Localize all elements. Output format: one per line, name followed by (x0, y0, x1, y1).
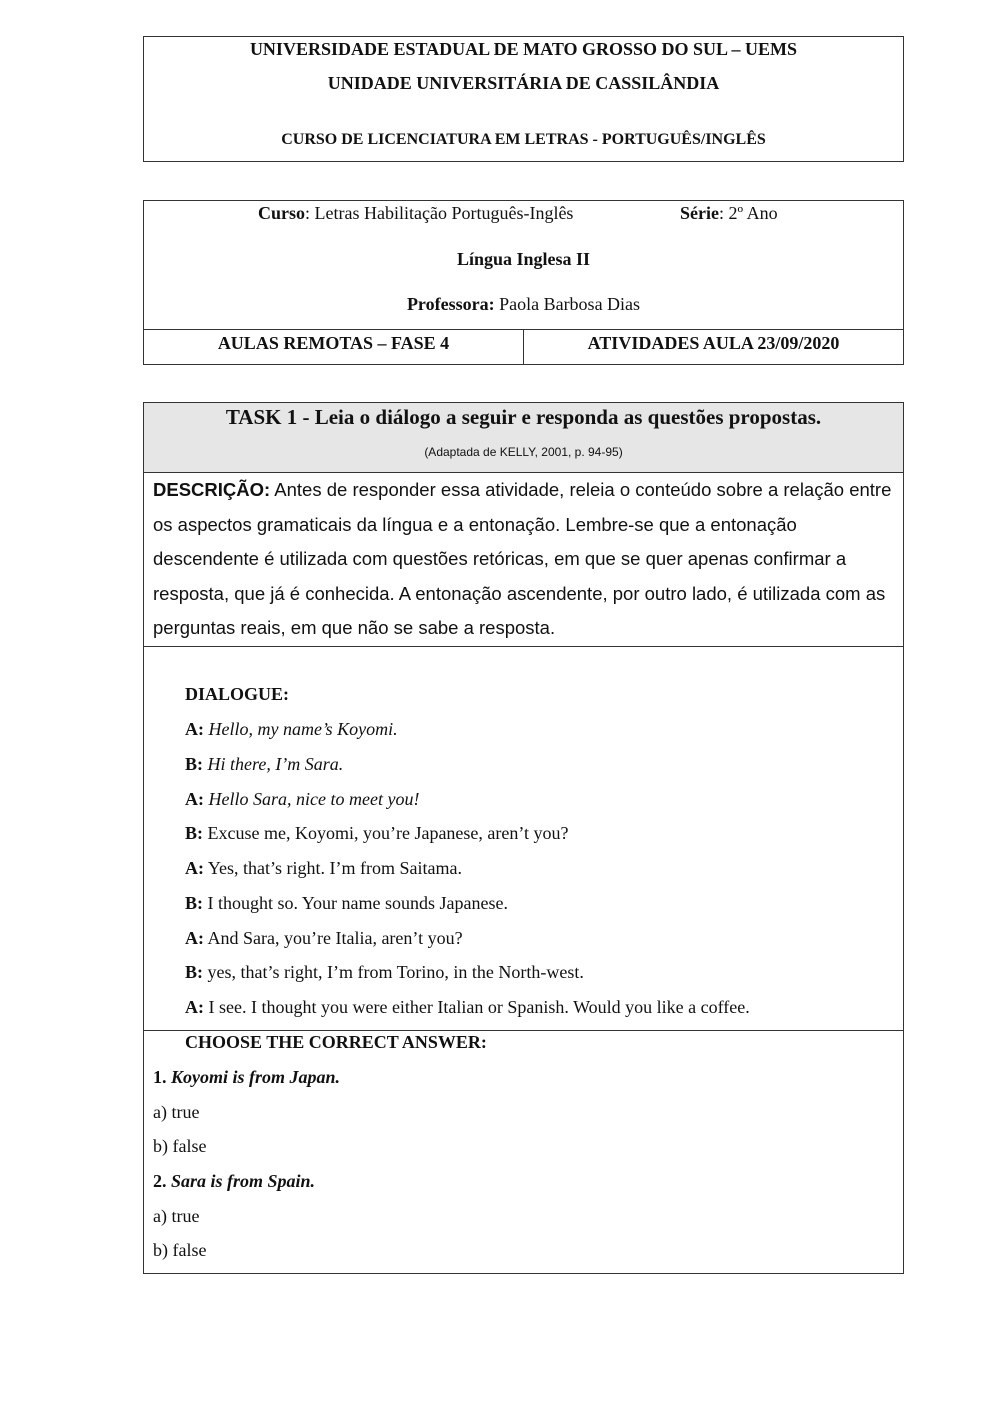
dialogue-text: yes, that’s right, I’m from Torino, in the North-west. (203, 962, 584, 982)
curso-label: Curso (258, 203, 306, 223)
course-info-table (143, 200, 904, 365)
question-2 (153, 1171, 315, 1192)
speaker-label: A: (185, 789, 204, 809)
dialogue-text: Excuse me, Koyomi, you’re Japanese, aren’t you? (203, 823, 569, 843)
activities-date-cell: ATIVIDADES AULA 23/09/2020 (587, 333, 840, 353)
speaker-label: B: (185, 962, 203, 982)
dialogue-line (185, 719, 398, 740)
speaker-label: A: (185, 928, 204, 948)
subject-name: Língua Inglesa II (456, 249, 591, 269)
dialogue-line (185, 754, 343, 775)
professor-field (144, 294, 903, 315)
speaker-label: A: (185, 719, 204, 739)
speaker-label: B: (185, 823, 203, 843)
dialogue-heading: DIALOGUE: (185, 684, 290, 704)
dialogue-line (185, 823, 569, 844)
question-number: 2. (153, 1171, 167, 1191)
dialogue-text: I thought so. Your name sounds Japanese. (203, 893, 508, 913)
speaker-label: B: (185, 754, 203, 774)
dialogue-text: Hello Sara, nice to meet you! (204, 789, 420, 809)
dialogue-text: Hi there, I’m Sara. (203, 754, 344, 774)
serie-value: : 2º Ano (718, 203, 778, 223)
speaker-label: A: (185, 997, 204, 1017)
dialogue-text: And Sara, you’re Italia, aren’t you? (204, 928, 463, 948)
questions-section (144, 1031, 903, 1274)
unit-name: UNIDADE UNIVERSITÁRIA DE CASSILÂNDIA (327, 73, 720, 93)
task-1-box (143, 402, 904, 1274)
dialogue-line (185, 928, 463, 949)
professor-label: Professora: (406, 294, 495, 314)
task-title-bar (144, 403, 903, 473)
question-number: 1. (153, 1067, 167, 1087)
question-text: Koyomi is from Japan. (166, 1067, 341, 1087)
dialogue-line (185, 962, 584, 983)
task-title: TASK 1 - Leia o diálogo a seguir e responda as questões propostas. (225, 405, 822, 429)
phase-cell: AULAS REMOTAS – FASE 4 (144, 330, 524, 365)
curso-value: : Letras Habilitação Português-Inglês (305, 203, 574, 223)
dialogue-text: I see. I thought you were either Italian or Spanish. Would you like a coffee. (204, 997, 750, 1017)
dialogue-line (185, 893, 508, 914)
questions-heading: CHOOSE THE CORRECT ANSWER: (185, 1032, 487, 1052)
professor-name: Paola Barbosa Dias (494, 294, 641, 314)
dialogue-line (185, 997, 750, 1018)
university-name: UNIVERSIDADE ESTADUAL DE MATO GROSSO DO SUL – UEMS (249, 39, 798, 59)
description-label: DESCRIÇÃO: (153, 479, 271, 500)
question-1-option-a[interactable]: a) true (153, 1102, 200, 1122)
question-1 (153, 1067, 340, 1088)
question-2-option-b[interactable]: b) false (153, 1240, 207, 1260)
phase-row (144, 329, 903, 365)
speaker-label: A: (185, 858, 204, 878)
serie-label: Série (680, 203, 719, 223)
serie-field (680, 203, 778, 224)
dialogue-section (144, 648, 903, 1031)
speaker-label: B: (185, 893, 203, 913)
task-description (144, 473, 903, 647)
question-1-option-b[interactable]: b) false (153, 1136, 207, 1156)
question-2-option-a[interactable]: a) true (153, 1206, 200, 1226)
dialogue-text: Hello, my name’s Koyomi. (204, 719, 398, 739)
question-text: Sara is from Spain. (166, 1171, 316, 1191)
dialogue-line (185, 789, 419, 810)
course-title: CURSO DE LICENCIATURA EM LETRAS - PORTUGUÊS/INGLÊS (281, 131, 766, 148)
institution-header (143, 36, 904, 162)
task-source: (Adaptada de KELLY, 2001, p. 94-95) (424, 445, 623, 459)
dialogue-text: Yes, that’s right. I’m from Saitama. (204, 858, 462, 878)
curso-field (258, 203, 573, 224)
dialogue-line (185, 858, 462, 879)
description-text: Antes de responder essa atividade, releia o conteúdo sobre a relação entre os aspectos gramaticais da língua e a entonação. Lembre-se que a entonação descendente é utilizada com questões retóricas, em que se quer apenas confirmar a resposta, que já é conhecida. A entonação ascendente, por outro lado, é utilizada com as perguntas reais, em que não se sabe a resposta. (153, 479, 892, 638)
